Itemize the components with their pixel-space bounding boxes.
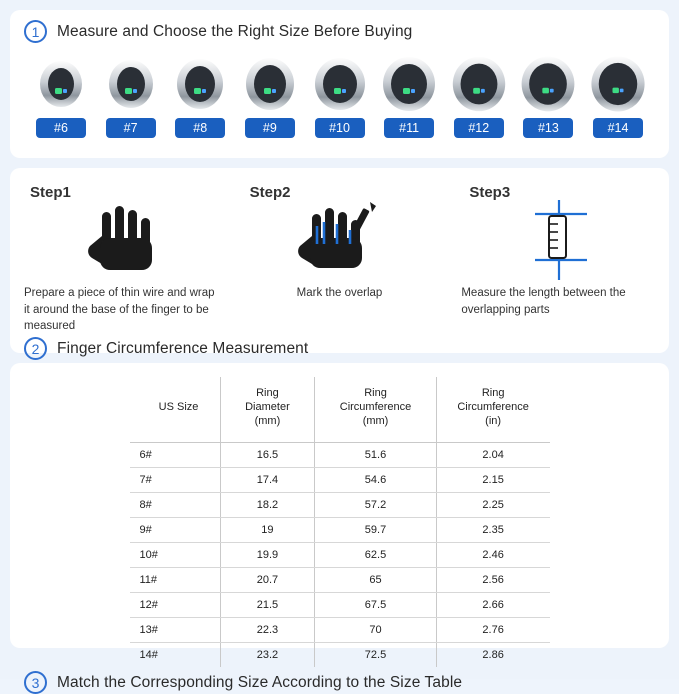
table-header-row: [130, 377, 550, 443]
ring-sizes-card: [10, 10, 669, 158]
cell-circumference-in: 2.86: [436, 643, 549, 668]
cell-diameter: 18.2: [220, 493, 315, 518]
cell-diameter: 21.5: [220, 593, 315, 618]
cell-circumference-mm: 67.5: [315, 593, 436, 618]
table-row: [130, 443, 550, 468]
ring-size-table: [130, 377, 550, 667]
cell-circumference-in: 2.56: [436, 568, 549, 593]
cell-circumference-in: 2.35: [436, 518, 549, 543]
ring-icon: [376, 55, 442, 113]
step-3: [449, 174, 669, 335]
column-header-diameter: [220, 377, 315, 443]
ring-item[interactable]: [446, 55, 512, 138]
cell-us-size: 12#: [130, 593, 221, 618]
cell-circumference-in: 2.15: [436, 468, 549, 493]
step-badge-1: 1: [24, 20, 47, 43]
section-heading-3: [10, 667, 669, 694]
cell-circumference-mm: 57.2: [315, 493, 436, 518]
ring-size-label: #13: [523, 118, 573, 138]
ring-icon: [307, 55, 373, 113]
table-body: [130, 443, 550, 668]
header-line: (in): [485, 414, 502, 427]
cell-us-size: 11#: [130, 568, 221, 593]
ring-size-label: #14: [593, 118, 643, 138]
ring-icon: [98, 55, 164, 113]
cell-diameter: 20.7: [220, 568, 315, 593]
cell-circumference-mm: 62.5: [315, 543, 436, 568]
column-header-circumference-mm: [315, 377, 436, 443]
section-heading-2: [10, 335, 669, 360]
header-line: Ring: [481, 387, 505, 399]
cell-circumference-in: 2.25: [436, 493, 549, 518]
section-heading-1: [10, 10, 669, 47]
table-row: [130, 493, 550, 518]
ring-item[interactable]: [28, 55, 94, 138]
cell-diameter: 16.5: [220, 443, 315, 468]
ring-item[interactable]: [515, 55, 581, 138]
step-1-text: Prepare a piece of thin wire and wrap it around the base of the finger to be measured: [24, 287, 215, 333]
ring-item[interactable]: [376, 55, 442, 138]
table-header: [130, 377, 550, 443]
table-row: [130, 568, 550, 593]
ring-icon: [585, 55, 651, 113]
cell-circumference-mm: 70: [315, 618, 436, 643]
table-row: [130, 518, 550, 543]
cell-circumference-mm: 65: [315, 568, 436, 593]
section-title-2: Finger Circumference Measurement: [57, 339, 309, 357]
measurement-steps-card: [10, 168, 669, 357]
ring-size-label: #10: [315, 118, 365, 138]
header-line: (mm): [254, 414, 281, 427]
header-line: Circumference: [339, 400, 412, 413]
step-2: [230, 174, 450, 335]
cell-us-size: 10#: [130, 543, 221, 568]
ring-list: [10, 47, 669, 138]
step-badge-3: 3: [24, 671, 47, 694]
section-title-1: Measure and Choose the Right Size Before Buying: [57, 22, 413, 40]
step-3-text: Measure the length between the overlapping parts: [461, 287, 626, 316]
ring-icon: [28, 55, 94, 113]
cell-us-size: 9#: [130, 518, 221, 543]
table-row: [130, 643, 550, 668]
cell-us-size: 13#: [130, 618, 221, 643]
cell-diameter: 22.3: [220, 618, 315, 643]
ring-size-label: #11: [384, 118, 434, 138]
ring-item[interactable]: [237, 55, 303, 138]
cell-us-size: 6#: [130, 443, 221, 468]
ring-item[interactable]: [307, 55, 373, 138]
cell-circumference-in: 2.04: [436, 443, 549, 468]
size-table-card: [10, 363, 669, 691]
cell-diameter: 23.2: [220, 643, 315, 668]
ruler-icon: [461, 201, 657, 279]
step-badge-2: 2: [24, 337, 47, 360]
header-line: Ring: [364, 387, 387, 399]
cell-diameter: 17.4: [220, 468, 315, 493]
cell-circumference-mm: 51.6: [315, 443, 436, 468]
ring-size-label: #7: [106, 118, 156, 138]
ring-size-label: #6: [36, 118, 86, 138]
ring-item[interactable]: [98, 55, 164, 138]
ring-icon: [237, 55, 303, 113]
cell-diameter: 19.9: [220, 543, 315, 568]
cell-circumference-in: 2.46: [436, 543, 549, 568]
cell-circumference-mm: 59.7: [315, 518, 436, 543]
section-title-3: Match the Corresponding Size According to the Size Table: [57, 673, 463, 691]
header-line: Diameter: [245, 400, 290, 413]
ring-icon: [515, 55, 581, 113]
header-line: Ring: [256, 387, 279, 399]
table-row: [130, 468, 550, 493]
step-2-label: Step2: [249, 184, 291, 201]
step-3-label: Step3: [469, 184, 511, 201]
cell-us-size: 8#: [130, 493, 221, 518]
steps-row: [10, 174, 669, 335]
header-line: US Size: [158, 400, 199, 413]
ring-icon: [446, 55, 512, 113]
step-1-label: Step1: [30, 184, 71, 201]
step-2-text: Mark the overlap: [296, 287, 383, 299]
cell-us-size: 7#: [130, 468, 221, 493]
header-line: Circumference: [457, 400, 529, 413]
ring-size-label: #9: [245, 118, 295, 138]
table-row: [130, 543, 550, 568]
ring-size-label: #12: [454, 118, 504, 138]
ring-item[interactable]: [167, 55, 233, 138]
step-1: [10, 174, 230, 335]
column-header-circumference-in: [436, 377, 549, 443]
cell-circumference-in: 2.76: [436, 618, 549, 643]
cell-circumference-mm: 72.5: [315, 643, 436, 668]
cell-us-size: 14#: [139, 649, 158, 662]
header-line: (mm): [362, 414, 389, 427]
ring-icon: [167, 55, 233, 113]
hand-with-pencil-icon: [242, 201, 438, 279]
table-row: [130, 618, 550, 643]
column-header-us-size: [130, 377, 221, 443]
ring-size-label: #8: [175, 118, 225, 138]
cell-circumference-mm: 54.6: [315, 468, 436, 493]
hand-icon: [22, 201, 218, 279]
table-row: [130, 593, 550, 618]
ring-item[interactable]: [585, 55, 651, 138]
cell-circumference-in: 2.66: [436, 593, 549, 618]
cell-diameter: 19: [220, 518, 315, 543]
